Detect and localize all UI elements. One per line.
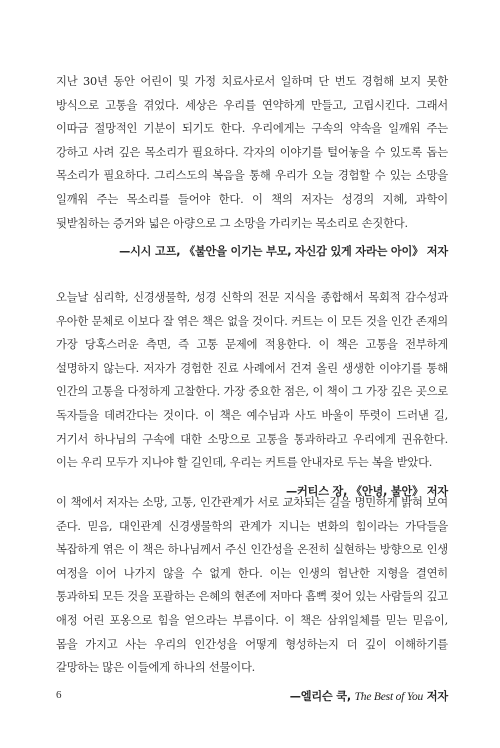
endorsement-attribution — [56, 688, 448, 704]
endorsement-attribution — [56, 243, 448, 259]
book-title: 《불안을 이기는 부모, 자신감 있게 자라는 아이》 — [183, 245, 424, 259]
attribution-suffix: 저자 — [426, 245, 448, 259]
attribution-suffix: 저자 — [426, 689, 448, 703]
endorsement-text: 오늘날 심리학, 신경생물학, 성경 신학의 전문 지식을 종합해서 목회적 감수성과 우아한 문체로 이보다 잘 엮은 책은 없을 것이다. 커트는 이 모든 것을 인간 존재의 가장 당혹스러운 측면, 즉 고통 문제에 적용한다. 이 책은 고통을 전부하게 설명하지 않는다. 저자가 경험한 진료 사례에서 건져 올린 생생한 이야기를 통해 인간의 고통을 다정하게 고찰한다. 가장 중요한 점은, 이 책이 그 가장 깊은 곳으로 독자들을 데려간다는 것이다. 이 책은 예수님과 사도 바울이 뚜렷이 드러낸 길, 거기서 하나님의 구속에 대한 소망으로 고통을 통과하라고 우리에게 권유한다. 이는 우리 모두가 지나야 할 길인데, 우리는 커트를 안내자로 두는 복을 받았다. — [56, 291, 448, 470]
attribution-suffix: 저자 — [426, 484, 448, 498]
endorsement-1 — [56, 70, 448, 259]
endorser-name: —엘리슨 쿡, — [289, 689, 351, 703]
endorsement-text: 지난 30년 동안 어린이 및 가정 치료사로서 일하며 단 번도 경험해 보지 못한 방식으로 고통을 겪었다. 세상은 우리를 연약하게 만들고, 고립시킨다. 그래서 이따금 절망적인 기분이 되기도 한다. 우리에게는 구속의 약속을 일깨워 주는 강하고 사려 깊은 목소리가 필요하다. 각자의 이야기를 털어놓을 수 있도록 돕는 목소리가 필요하다. 그리스도의 복음을 통해 우리가 오늘 경험할 수 있는 소망을 일깨워 주는 목소리를 들어야 한다. 이 책의 저자는 성경의 지혜, 과학이 뒷받침하는 증거와 넓은 아량으로 그 소망을 가리키는 목소리로 손짓한다. — [56, 75, 448, 230]
page-number: 6 — [56, 689, 62, 701]
book-title: 《안녕, 불안》 — [350, 484, 424, 498]
book-title: The Best of You — [354, 690, 424, 703]
endorser-name: —시시 고프, — [119, 245, 181, 259]
endorser-name: —커티스 장, — [286, 484, 348, 498]
endorsement-text: 이 책에서 저자는 소망, 고통, 인간관계가 서로 교차되는 길을 명민하게 밝혀 보여 준다. 믿음, 대인관계 신경생물학의 관계가 지니는 변화의 힘이라는 가닥들을 복잡하게 엮은 이 책은 하나님께서 주신 인간성을 온전히 실현하는 방향으로 인생 여정을 이어 나가지 않을 수 없게 한다. 이는 인생의 험난한 지형을 결연히 통과하되 모든 것을 포괄하는 은혜의 현존에 저마다 흠뻑 젖어 있는 사람들의 깊고 애정 어린 포옹으로 힘을 얻으라는 부름이다. 이 책은 삼위일체를 믿는 믿음이, 몸을 가지고 사는 우리의 인간성을 어떻게 형성하는지 더 깊이 이해하기를 갈망하는 많은 이들에게 하나의 선물이다. — [56, 496, 448, 675]
endorsement-3 — [56, 491, 448, 704]
endorsement-2 — [56, 286, 448, 499]
